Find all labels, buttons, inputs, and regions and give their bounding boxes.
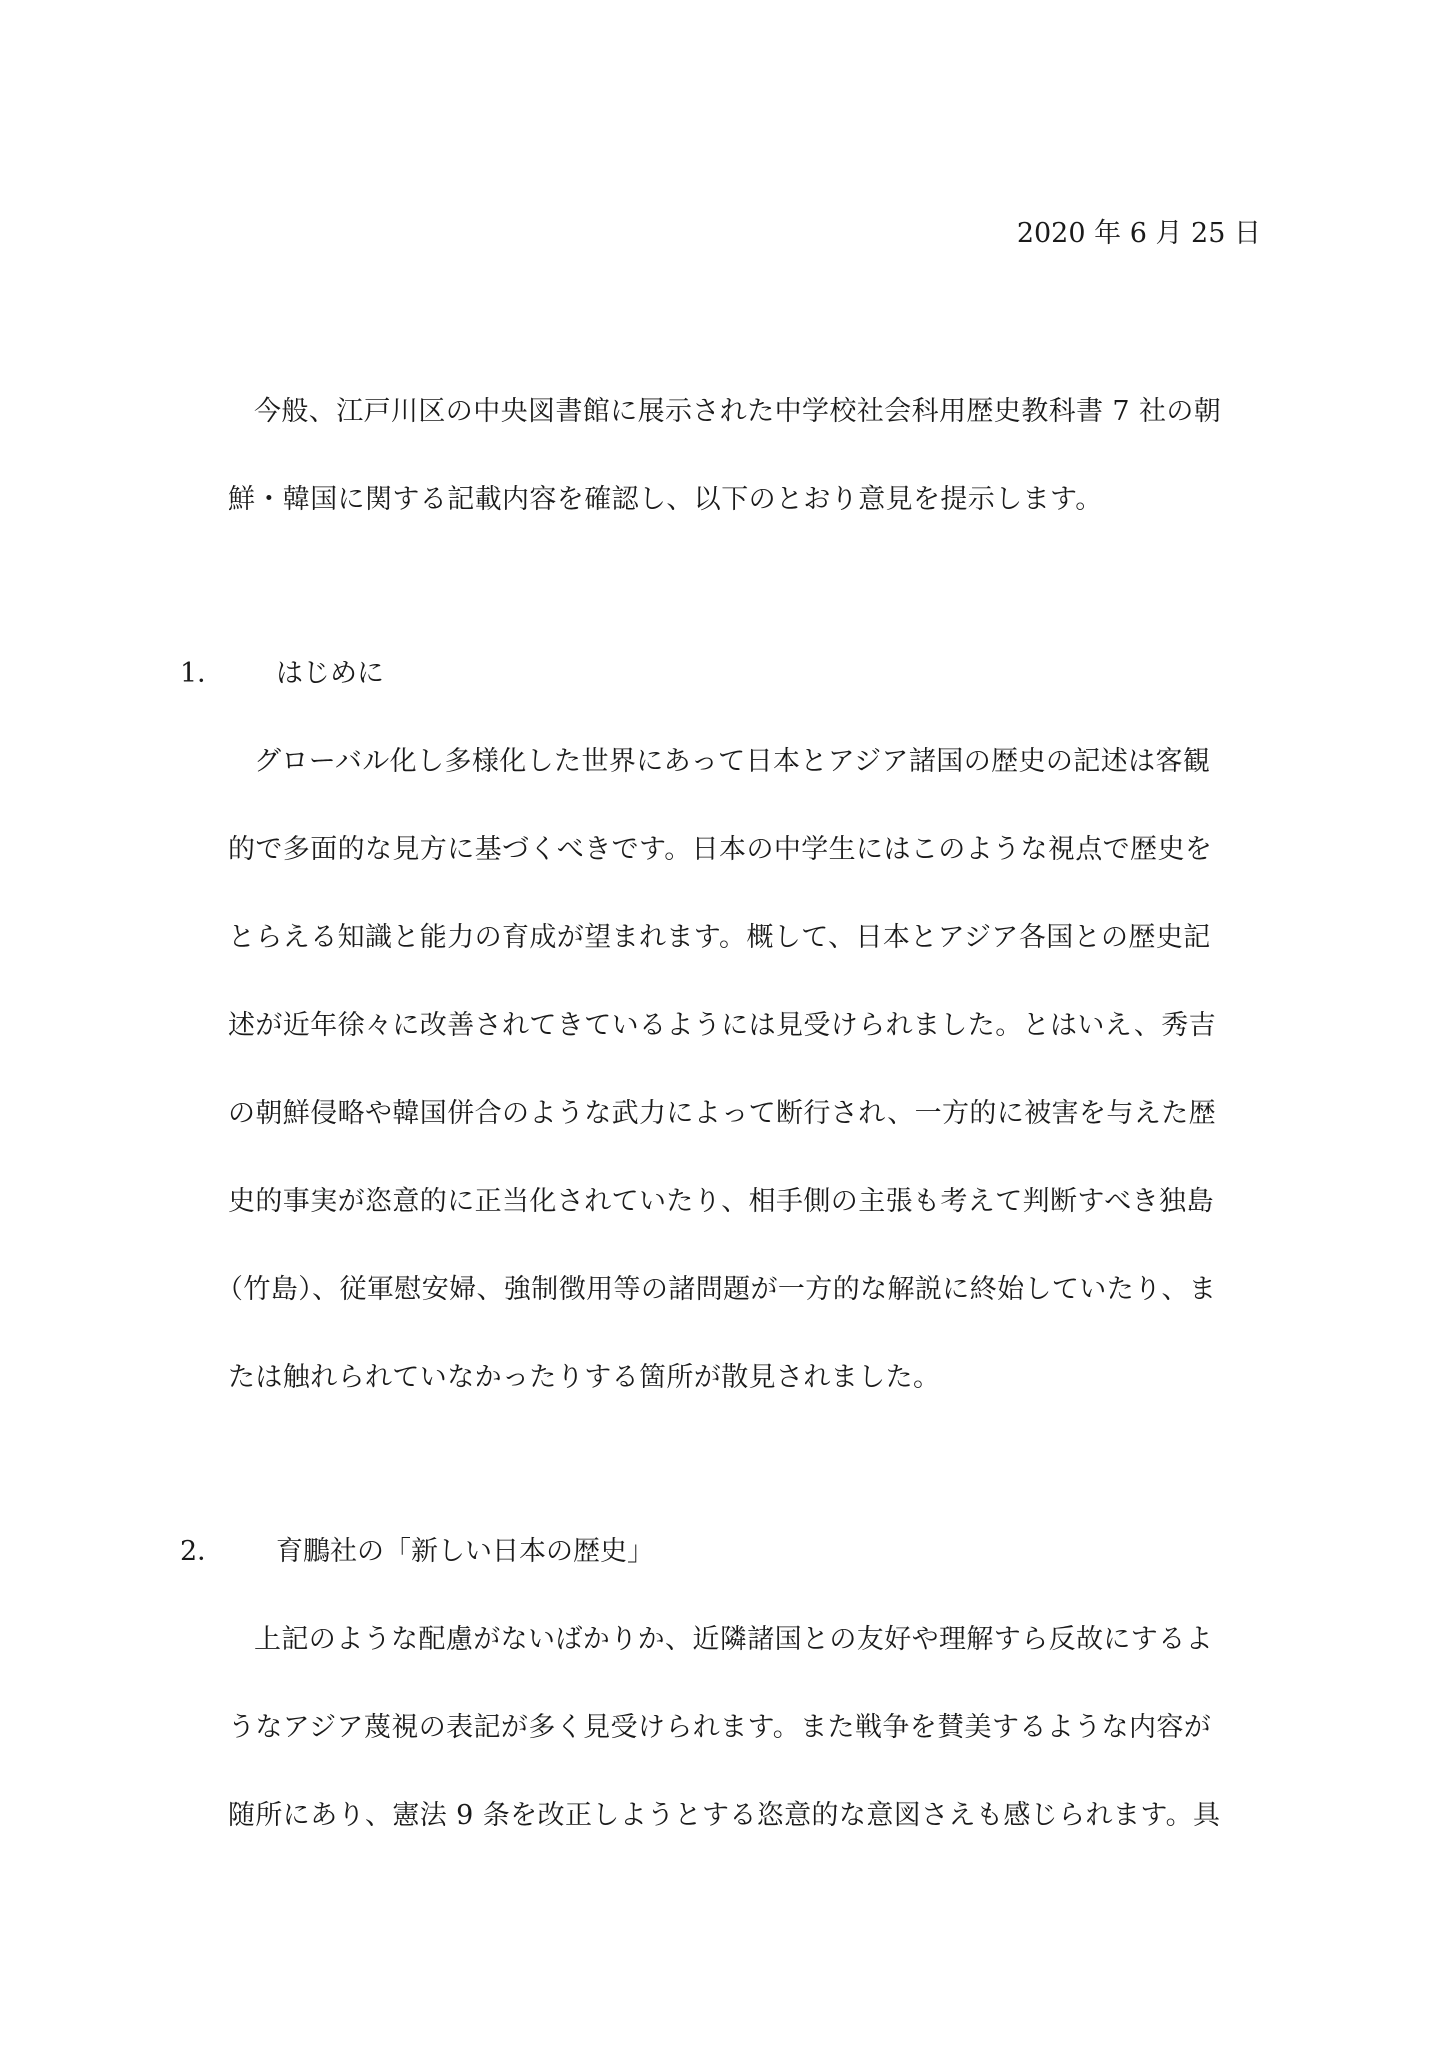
- document-date: 2020 年 6 月 25 日: [1016, 218, 1261, 249]
- section-1-line-4: 述が近年徐々に改善されてきているようには見受けられました。とはいえ、秀吉: [228, 1010, 1217, 1041]
- section-1-title: はじめに: [276, 658, 384, 689]
- intro-line-2: 鮮・韓国に関する記載内容を確認し、以下のとおり意見を提示します。: [228, 484, 1103, 515]
- section-1-line-2: 的で多面的な見方に基づくべきです。日本の中学生にはこのような視点で歴史を: [228, 834, 1213, 865]
- section-1-line-5: の朝鮮侵略や韓国併合のような武力によって断行され、一方的に被害を与えた歴: [228, 1098, 1217, 1129]
- intro-line-1: 今般、江戸川区の中央図書館に展示された中学校社会科用歴史教科書 7 社の朝: [254, 396, 1222, 427]
- section-2-number: 2．: [180, 1536, 225, 1567]
- section-2-line-1: 上記のような配慮がないばかりか、近隣諸国との友好や理解すら反故にするよ: [254, 1624, 1213, 1655]
- section-1-line-6: 史的事実が恣意的に正当化されていたり、相手側の主張も考えて判断すべき独島: [228, 1186, 1214, 1217]
- section-1-line-7: （竹島）、従軍慰安婦、強制徴用等の諸問題が一方的な解説に終始していたり、ま: [216, 1274, 1217, 1305]
- section-1-line-3: とらえる知識と能力の育成が望まれます。概して、日本とアジア各国との歴史記: [228, 922, 1211, 953]
- section-2-line-3: 随所にあり、憲法 9 条を改正しようとする恣意的な意図さえも感じられます。具: [228, 1800, 1221, 1831]
- section-2-title: 育鵬社の「新しい日本の歴史」: [276, 1536, 654, 1567]
- section-1-line-1: グローバル化し多様化した世界にあって日本とアジア諸国の歴史の記述は客観: [254, 746, 1211, 777]
- section-1-line-8: たは触れられていなかったりする箇所が散見されました。: [228, 1362, 941, 1393]
- section-1-number: 1．: [180, 658, 225, 689]
- section-2-line-2: うなアジア蔑視の表記が多く見受けられます。また戦争を賛美するような内容が: [228, 1712, 1212, 1743]
